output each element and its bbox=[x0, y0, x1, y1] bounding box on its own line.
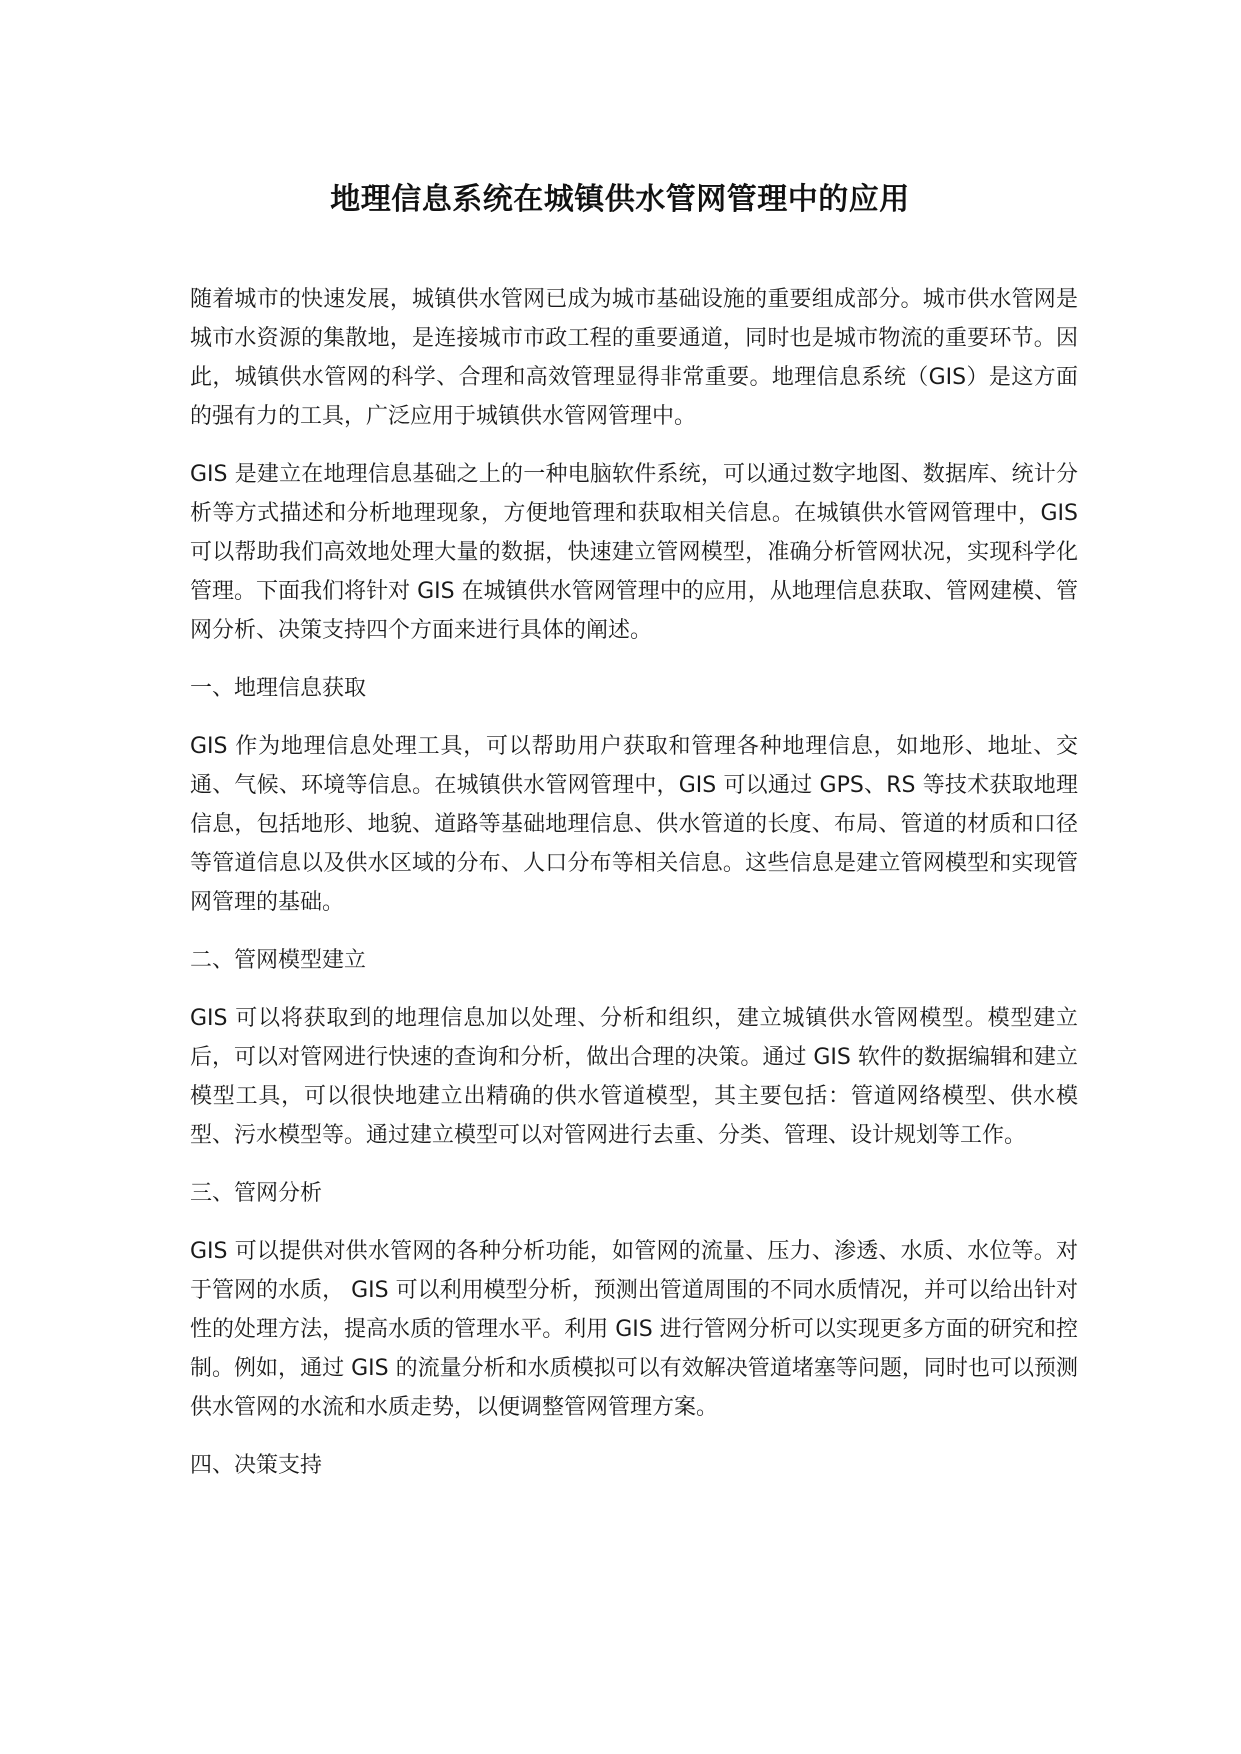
section-body-analysis: GIS 可以提供对供水管网的各种分析功能，如管网的流量、压力、渗透、水质、水位等。对于管网的水质， GIS 可以利用模型分析，预测出管道周围的不同水质情况，并可以给出针对性的处理方法，提高水质的管理水平。利用 GIS 进行管网分析可以实现更多方面的研究和控制。例如，通过 GIS 的流量分析和水质模拟可以有效解决管道堵塞等问题，同时也可以预测供水管网的水流和水质走势，以便调整管网管理方案。 bbox=[190, 1239, 1078, 1420]
document-title: 地理信息系统在城镇供水管网管理中的应用 bbox=[330, 182, 910, 217]
document-body bbox=[190, 280, 1078, 1504]
section-heading-model: 二、管网模型建立 bbox=[190, 948, 367, 973]
section-heading-geo-info: 一、地理信息获取 bbox=[190, 676, 367, 701]
section-heading-analysis: 三、管网分析 bbox=[190, 1181, 323, 1206]
intro-paragraph: 随着城市的快速发展，城镇供水管网已成为城市基础设施的重要组成部分。城市供水管网是城市水资源的集散地，是连接城市市政工程的重要通道，同时也是城市物流的重要环节。因此，城镇供水管网的科学、合理和高效管理显得非常重要。地理信息系统（GIS）是这方面的强有力的工具，广泛应用于城镇供水管网管理中。 bbox=[190, 287, 1078, 429]
section-body-model: GIS 可以将获取到的地理信息加以处理、分析和组织，建立城镇供水管网模型。模型建立后，可以对管网进行快速的查询和分析，做出合理的决策。通过 GIS 软件的数据编辑和建立模型工具，可以很快地建立出精确的供水管道模型，其主要包括：管道网络模型、供水模型、污水模型等。通过建立模型可以对管网进行去重、分类、管理、设计规划等工作。 bbox=[190, 1006, 1078, 1148]
section-body-geo-info: GIS 作为地理信息处理工具，可以帮助用户获取和管理各种地理信息，如地形、地址、交通、气候、环境等信息。在城镇供水管网管理中，GIS 可以通过 GPS、RS 等技术获取地理信息，包括地形、地貌、道路等基础地理信息、供水管道的长度、布局、管道的材质和口径等管道信息以及供水区域的分布、人口分布等相关信息。这些信息是建立管网模型和实现管网管理的基础。 bbox=[190, 734, 1078, 915]
gis-intro-paragraph: GIS 是建立在地理信息基础之上的一种电脑软件系统，可以通过数字地图、数据库、统计分析等方式描述和分析地理现象，方便地管理和获取相关信息。在城镇供水管网管理中，GIS 可以帮助我们高效地处理大量的数据，快速建立管网模型，准确分析管网状况，实现科学化管理。下面我们将针对 GIS 在城镇供水管网管理中的应用，从地理信息获取、管网建模、管网分析、决策支持四个方面来进行具体的阐述。 bbox=[190, 462, 1078, 643]
section-heading-decision: 四、决策支持 bbox=[190, 1453, 323, 1478]
